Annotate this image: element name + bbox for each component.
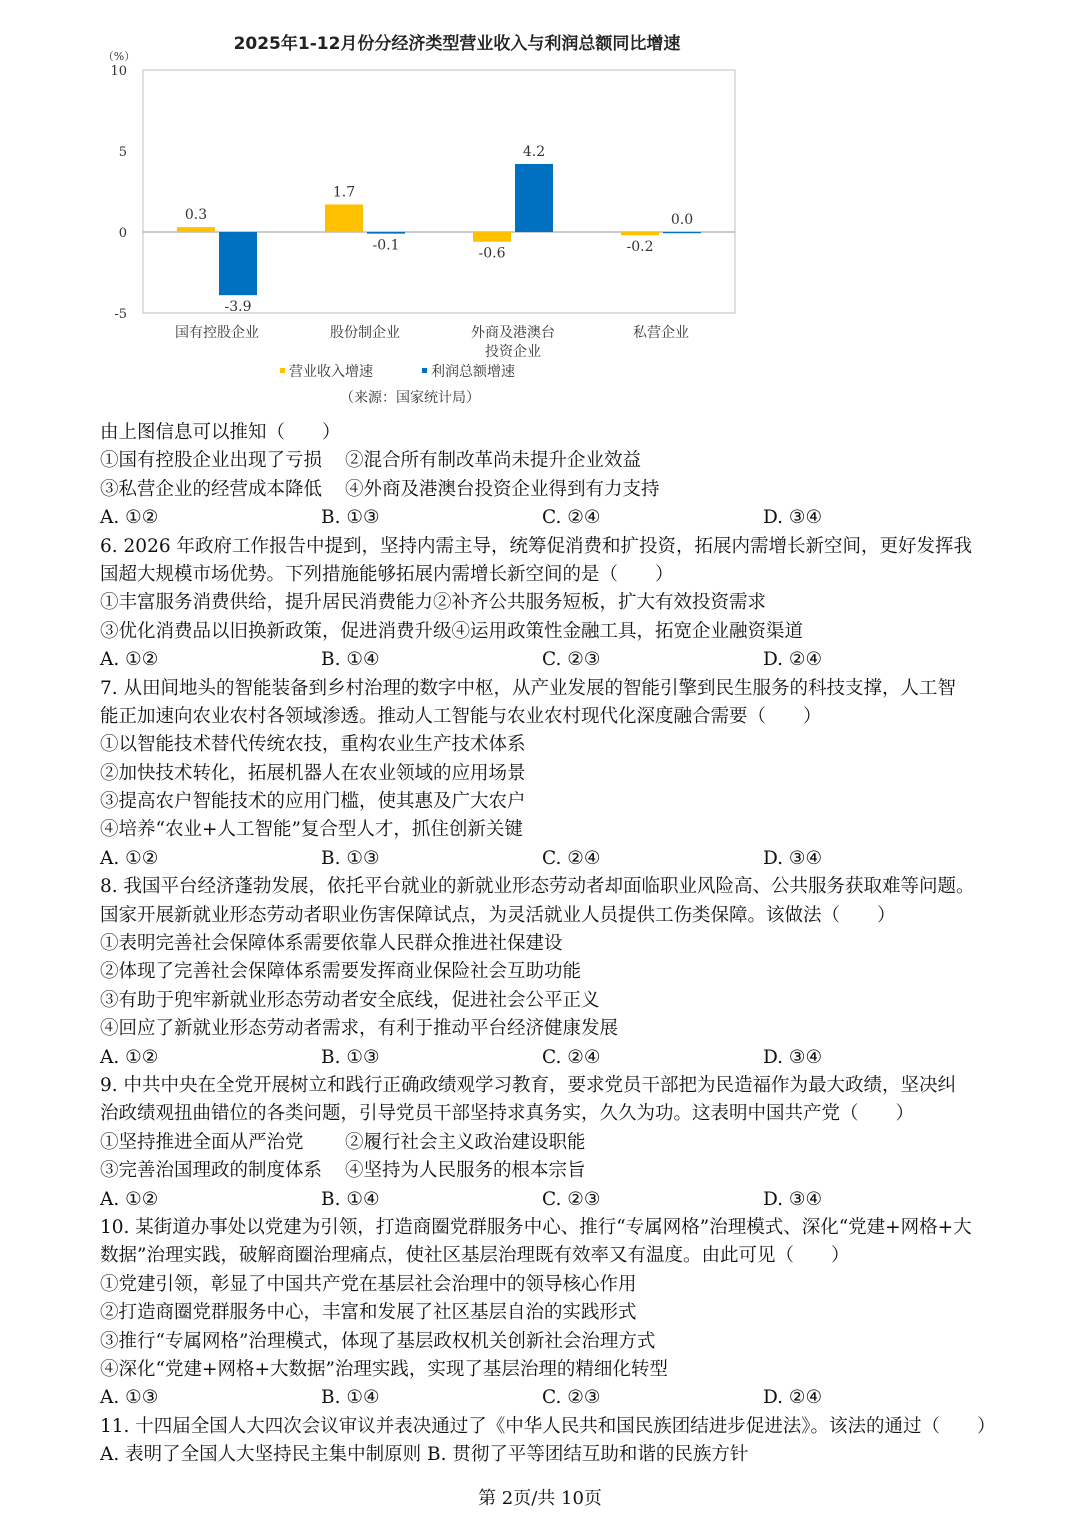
q8-choice-d: D. ③④ — [763, 1046, 823, 1068]
category-label: 私营企业 — [633, 325, 689, 341]
q10-choices — [100, 1384, 990, 1412]
q7-choice-a: A. ①② — [100, 847, 159, 869]
q6-opt-line1: ①丰富服务消费供给，提升居民消费能力②补齐公共服务短板，扩大有效投资需求 — [100, 592, 767, 614]
category-label: 股份制企业 — [330, 325, 400, 341]
q9-options-row2 — [100, 1157, 990, 1185]
q5-choice-b: B. ①③ — [321, 507, 380, 529]
legend-label: 营业收入增速 — [289, 364, 373, 380]
data-label: -0.2 — [626, 239, 654, 256]
q7-opt4: ④培养“农业+人工智能”复合型人才，抓住创新关键 — [100, 819, 523, 841]
y-tick-label: -5 — [114, 307, 127, 322]
q6-choice-a: A. ①② — [100, 649, 159, 671]
q5-choices — [100, 504, 990, 532]
q9-opt4: ④坚持为人民服务的根本宗旨 — [345, 1160, 586, 1182]
page-footer: 第 2页/共 10页 — [478, 1488, 602, 1509]
q8-stem-line2: 国家开展新就业形态劳动者职业伤害保障试点，为灵活就业人员提供工伤类保障。该做法（ ） — [100, 904, 896, 926]
q8-stem-line1: 8. 我国平台经济蓬勃发展，依托平台就业的新就业形态劳动者却面临职业风险高、公共服务获取难等问题。 — [100, 876, 975, 898]
q5-stem: 由上图信息可以推知（ ） — [100, 422, 341, 443]
q5-opt4: ④外商及港澳台投资企业得到有力支持 — [345, 478, 660, 500]
q5-options-row1 — [100, 447, 990, 475]
q7-choice-b: B. ①③ — [321, 847, 380, 869]
q9-choice-a: A. ①② — [100, 1188, 159, 1210]
bar-revenue — [621, 232, 659, 235]
q5-choice-c: C. ②④ — [542, 507, 601, 529]
data-label: -0.1 — [372, 237, 400, 254]
bar-revenue — [177, 227, 215, 232]
q10-stem-line1: 10. 某街道办事处以党建为引领，打造商圈党群服务中心、推行“专属网格”治理模式、深化“党建+网格+大 — [100, 1216, 972, 1238]
chart-canvas — [100, 28, 760, 413]
q7-stem-line1: 7. 从田间地头的智能装备到乡村治理的数字中枢，从产业发展的智能引擎到民生服务的科技支撑，人工智 — [100, 677, 957, 699]
q9-choice-c: C. ②③ — [542, 1188, 601, 1210]
legend-swatch — [280, 368, 285, 373]
q6-choices — [100, 646, 990, 674]
bar-revenue — [325, 204, 363, 232]
q9-options-row1 — [100, 1129, 990, 1157]
category-label: 外商及港澳台 — [471, 325, 555, 341]
q5-options-row2 — [100, 476, 990, 504]
q9-stem-line2: 治政绩观扭曲错位的各类问题，引导党员干部坚持求真务实，久久为功。这表明中国共产党（ ） — [100, 1103, 915, 1125]
q10-opt2: ②打造商圈党群服务中心，丰富和发展了社区基层自治的实践形式 — [100, 1302, 637, 1324]
q9-stem-line1: 9. 中共中央在全党开展树立和践行正确政绩观学习教育，要求党员干部把为民造福作为最大政绩，坚决纠 — [100, 1074, 957, 1096]
category-label: 国有控股企业 — [175, 325, 259, 341]
q9-opt3: ③完善治国理政的制度体系 — [100, 1160, 323, 1182]
y-axis-unit: （%） — [102, 50, 136, 63]
legend-swatch — [422, 368, 427, 373]
q5-opt2: ②混合所有制改革尚未提升企业效益 — [345, 450, 642, 472]
q10-choice-d: D. ②④ — [763, 1387, 823, 1409]
q8-choice-c: C. ②④ — [542, 1046, 601, 1068]
q10-choice-b: B. ①④ — [321, 1387, 380, 1409]
bar-profit — [219, 232, 257, 295]
q6-opt-line2: ③优化消费品以旧换新政策，促进消费升级④运用政策性金融工具，拓宽企业融资渠道 — [100, 620, 804, 642]
q9-opt2: ②履行社会主义政治建设职能 — [345, 1131, 586, 1153]
q8-choice-a: A. ①② — [100, 1046, 159, 1068]
chart-title: 2025年1-12月份分经济类型营业收入与利润总额同比增速 — [233, 34, 681, 54]
q10-choice-a: A. ①③ — [100, 1387, 159, 1409]
data-label: 1.7 — [332, 184, 356, 201]
q5-opt1: ①国有控股企业出现了亏损 — [100, 450, 323, 472]
data-label: -3.9 — [224, 299, 252, 316]
data-label: 0.0 — [670, 212, 694, 228]
q5-choice-d: D. ③④ — [763, 507, 823, 529]
y-tick-label: 10 — [110, 64, 127, 79]
bar-profit — [515, 164, 553, 232]
q8-opt1: ①表明完善社会保障体系需要依靠人民群众推进社保建设 — [100, 933, 563, 955]
q8-opt4: ④回应了新就业形态劳动者需求，有利于推动平台经济健康发展 — [100, 1018, 619, 1040]
y-tick-label: 0 — [118, 226, 127, 241]
q9-choice-d: D. ③④ — [763, 1188, 823, 1210]
q10-stem-line2: 数据”治理实践，破解商圈治理痛点，使社区基层治理既有效率又有温度。由此可见（ ） — [100, 1245, 850, 1267]
q10-opt1: ①党建引领，彰显了中国共产党在基层社会治理中的领导核心作用 — [100, 1273, 637, 1295]
q8-choices — [100, 1044, 990, 1072]
bar-chart — [100, 28, 760, 413]
q7-choice-c: C. ②④ — [542, 847, 601, 869]
q7-opt3: ③提高农户智能技术的应用门槛，使其惠及广大农户 — [100, 791, 526, 813]
q11-options-ab: A. 表明了全国人大坚持民主集中制原则 B. 贯彻了平等团结互助和谐的民族方针 — [100, 1444, 749, 1466]
q9-opt1: ①坚持推进全面从严治党 — [100, 1131, 304, 1153]
q5-opt3: ③私营企业的经营成本降低 — [100, 478, 323, 500]
q8-opt2: ②体现了完善社会保障体系需要发挥商业保险社会互助功能 — [100, 961, 582, 983]
legend-label: 利润总额增速 — [431, 364, 515, 380]
data-label: 0.3 — [184, 207, 208, 224]
bar-profit — [663, 232, 701, 233]
q6-stem-line2: 国超大规模市场优势。下列措施能够拓展内需增长新空间的是（ ） — [100, 563, 674, 585]
chart-source: （来源：国家统计局） — [340, 390, 480, 406]
q9-choices — [100, 1186, 990, 1214]
q9-choice-b: B. ①④ — [321, 1188, 380, 1210]
q6-choice-d: D. ②④ — [763, 649, 823, 671]
q8-choice-b: B. ①③ — [321, 1046, 380, 1068]
q5-choice-a: A. ①② — [100, 507, 159, 529]
q6-choice-c: C. ②③ — [542, 649, 601, 671]
q10-opt4: ④深化“党建+网格+大数据”治理实践，实现了基层治理的精细化转型 — [100, 1358, 668, 1380]
q7-opt1: ①以智能技术替代传统农技，重构农业生产技术体系 — [100, 734, 526, 756]
q10-choice-c: C. ②③ — [542, 1387, 601, 1409]
q8-opt3: ③有助于兜牢新就业形态劳动者安全底线，促进社会公平正义 — [100, 989, 600, 1011]
q7-choice-d: D. ③④ — [763, 847, 823, 869]
y-tick-label: 5 — [118, 145, 127, 160]
questions — [100, 419, 996, 1469]
q7-opt2: ②加快技术转化，拓展机器人在农业领域的应用场景 — [100, 762, 526, 784]
bar-revenue — [473, 232, 511, 242]
bar-profit — [367, 232, 405, 234]
q7-stem-line2: 能正加速向农业农村各领域渗透。推动人工智能与农业农村现代化深度融合需要（ ） — [100, 705, 822, 727]
q6-stem-line1: 6. 2026 年政府工作报告中提到，坚持内需主导，统筹促消费和扩投资，拓展内需增长新空间，更好发挥我 — [100, 535, 972, 557]
q11-stem: 11. 十四届全国人大四次会议审议并表决通过了《中华人民共和国民族团结进步促进法》。该法的通过（ ） — [100, 1415, 996, 1437]
q6-choice-b: B. ①④ — [321, 649, 380, 671]
data-label: -0.6 — [478, 245, 506, 262]
q10-opt3: ③推行“专属网格”治理模式，体现了基层政权机关创新社会治理方式 — [100, 1330, 656, 1352]
category-label: 投资企业 — [485, 344, 541, 360]
data-label: 4.2 — [522, 143, 546, 160]
q7-choices — [100, 845, 990, 873]
